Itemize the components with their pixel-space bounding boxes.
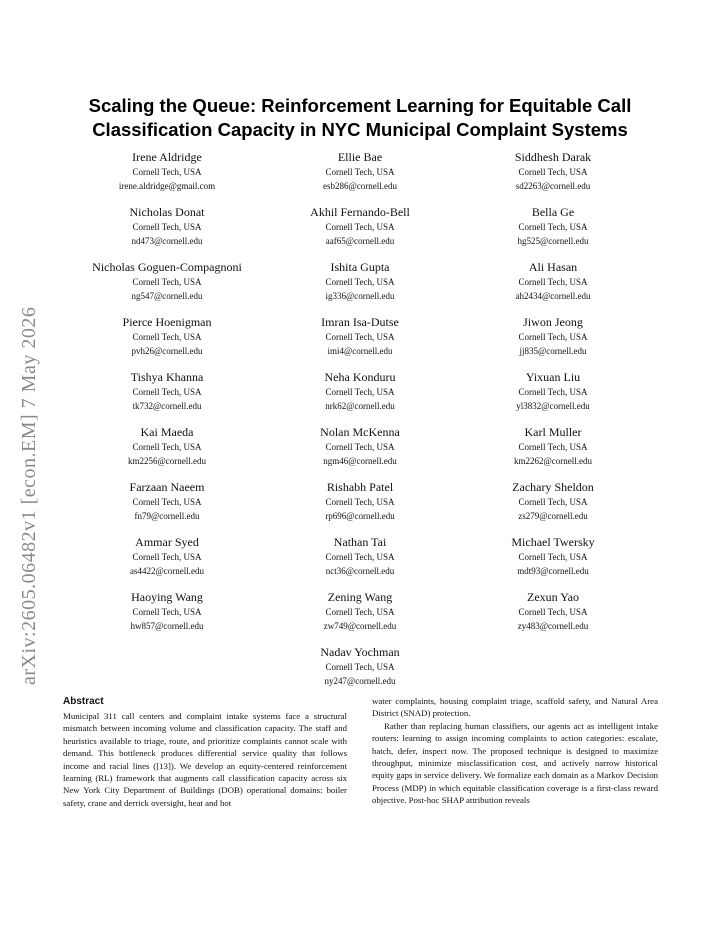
author-block xyxy=(446,535,660,578)
author-email: nd473@cornell.edu xyxy=(131,236,203,246)
author-affiliation: Cornell Tech, USA xyxy=(518,552,588,562)
author-block xyxy=(446,260,660,303)
author-affiliation: Cornell Tech, USA xyxy=(132,277,202,287)
author-email: hw857@cornell.edu xyxy=(130,621,204,631)
title-line-2: Classification Capacity in NYC Municipal Complaint Systems xyxy=(92,119,628,140)
author-block xyxy=(274,150,446,193)
author-list xyxy=(60,150,660,688)
author-block xyxy=(60,425,274,468)
author-affiliation: Cornell Tech, USA xyxy=(132,497,202,507)
author-email: hg525@cornell.edu xyxy=(517,236,589,246)
author-block xyxy=(274,260,446,303)
abstract-right-column xyxy=(372,695,658,807)
author-block xyxy=(446,150,660,193)
author-email: ny247@cornell.edu xyxy=(324,676,396,686)
abstract-heading: Abstract xyxy=(63,696,104,707)
author-block xyxy=(274,370,446,413)
author-email: km2262@cornell.edu xyxy=(513,456,593,466)
author-name: Imran Isa-Dutse xyxy=(321,315,399,329)
author-name: Jiwon Jeong xyxy=(523,315,583,329)
author-block xyxy=(274,205,446,248)
author-block xyxy=(60,150,274,193)
author-affiliation: Cornell Tech, USA xyxy=(518,332,588,342)
author-name: Pierce Hoenigman xyxy=(122,315,212,329)
author-affiliation: Cornell Tech, USA xyxy=(518,442,588,452)
author-email: jj835@cornell.edu xyxy=(519,346,587,356)
author-name: Nicholas Goguen-Compagnoni xyxy=(92,260,242,274)
author-email: zs279@cornell.edu xyxy=(518,511,588,521)
author-block xyxy=(60,370,274,413)
author-affiliation: Cornell Tech, USA xyxy=(132,222,202,232)
author-affiliation: Cornell Tech, USA xyxy=(325,332,395,342)
author-name: Yixuan Liu xyxy=(525,370,581,384)
author-affiliation: Cornell Tech, USA xyxy=(325,387,395,397)
author-email: ah2434@cornell.edu xyxy=(515,291,591,301)
author-name: Bella Ge xyxy=(531,205,575,219)
author-email: pvh26@cornell.edu xyxy=(131,346,203,356)
author-email: as4422@cornell.edu xyxy=(129,566,205,576)
author-affiliation: Cornell Tech, USA xyxy=(325,167,395,177)
author-block xyxy=(60,480,274,523)
abstract-paragraph-1-continued: water complaints, housing complaint triage, scaffold safety, and Natural Area District (SNAD) protection. xyxy=(372,696,658,719)
author-email: tk732@cornell.edu xyxy=(132,401,202,411)
author-email: irene.aldridge@gmail.com xyxy=(118,181,216,191)
arxiv-watermark: arXiv:2605.06482v1 [econ.EM] 7 May 2026 xyxy=(18,306,40,685)
author-affiliation: Cornell Tech, USA xyxy=(132,607,202,617)
author-block xyxy=(446,480,660,523)
author-email: yl3832@cornell.edu xyxy=(516,401,590,411)
author-block xyxy=(274,425,446,468)
author-email: ig336@cornell.edu xyxy=(325,291,395,301)
author-name: Zening Wang xyxy=(327,590,393,604)
author-name: Tishya Khanna xyxy=(130,370,204,384)
author-name: Ellie Bae xyxy=(337,150,383,164)
author-email: nrk62@cornell.edu xyxy=(325,401,395,411)
author-email: fn79@cornell.edu xyxy=(134,511,200,521)
author-block xyxy=(274,645,446,688)
author-email: ngm46@cornell.edu xyxy=(323,456,397,466)
author-affiliation: Cornell Tech, USA xyxy=(325,552,395,562)
author-email: zy483@cornell.edu xyxy=(517,621,589,631)
author-name: Farzaan Naeem xyxy=(129,480,205,494)
author-affiliation: Cornell Tech, USA xyxy=(132,332,202,342)
author-email: imi4@cornell.edu xyxy=(327,346,393,356)
author-block xyxy=(60,645,274,688)
author-name: Irene Aldridge xyxy=(132,150,202,164)
author-name: Ishita Gupta xyxy=(330,260,390,274)
author-block xyxy=(274,480,446,523)
author-affiliation: Cornell Tech, USA xyxy=(325,497,395,507)
author-email: aaf65@cornell.edu xyxy=(325,236,395,246)
author-block xyxy=(274,535,446,578)
author-block xyxy=(446,645,660,688)
author-affiliation: Cornell Tech, USA xyxy=(325,662,395,672)
author-block xyxy=(60,315,274,358)
author-email: mdt93@cornell.edu xyxy=(517,566,589,576)
author-name: Ammar Syed xyxy=(135,535,199,549)
author-affiliation: Cornell Tech, USA xyxy=(132,442,202,452)
author-block xyxy=(446,370,660,413)
author-block xyxy=(446,425,660,468)
author-email: sd2263@cornell.edu xyxy=(515,181,591,191)
author-block xyxy=(274,590,446,633)
abstract-paragraph-1: Municipal 311 call centers and complaint intake systems face a structural mismatch between incoming volume and classification capacity. The staff and heuristics available to triage, route, and prioritize complaints cannot scale with demand. This bottleneck produces differential service quality that follows income and racial lines ([13]). We develop an equity-centered reinforcement learning (RL) framework that augments call classification capacity across six New York City Department of Buildings (DOB) operational domains: boiler safety, crane and derrick oversight, heat and hot xyxy=(63,711,347,808)
author-affiliation: Cornell Tech, USA xyxy=(518,607,588,617)
author-email: esb286@cornell.edu xyxy=(322,181,398,191)
author-affiliation: Cornell Tech, USA xyxy=(325,442,395,452)
author-name: Nolan McKenna xyxy=(320,425,400,439)
author-name: Rishabh Patel xyxy=(326,480,394,494)
author-affiliation: Cornell Tech, USA xyxy=(325,222,395,232)
paper-title xyxy=(60,94,660,142)
author-block xyxy=(60,590,274,633)
author-email: nct36@cornell.edu xyxy=(325,566,395,576)
author-name: Haoying Wang xyxy=(131,590,203,604)
author-name: Zexun Yao xyxy=(526,590,579,604)
author-name: Neha Konduru xyxy=(324,370,396,384)
author-block xyxy=(446,205,660,248)
abstract-paragraph-2: Rather than replacing human classifiers, our agents act as intelligent intake routers: learning to assign incoming complaints to action categories: escalate, batch, defer, inspect now. The proposed technique is designed to maximize throughput, minimize misclassification cost, and actively narrow historical equity gaps in service delivery. We formalize each domain as a Markov Decision Process (MDP) in which equitable classification coverage is a first-class reward objective. Post-hoc SHAP attribution reveals xyxy=(372,720,658,806)
author-block xyxy=(446,315,660,358)
author-block xyxy=(274,315,446,358)
author-email: zw749@cornell.edu xyxy=(323,621,397,631)
author-block xyxy=(60,535,274,578)
author-block xyxy=(446,590,660,633)
author-email: rp696@cornell.edu xyxy=(325,511,395,521)
author-name: Zachary Sheldon xyxy=(512,480,594,494)
abstract-left-column xyxy=(63,695,347,809)
author-affiliation: Cornell Tech, USA xyxy=(518,167,588,177)
author-affiliation: Cornell Tech, USA xyxy=(518,277,588,287)
author-name: Nadav Yochman xyxy=(320,645,400,659)
author-affiliation: Cornell Tech, USA xyxy=(518,497,588,507)
author-name: Kai Maeda xyxy=(140,425,194,439)
author-name: Akhil Fernando-Bell xyxy=(310,205,410,219)
author-name: Ali Hasan xyxy=(528,260,578,274)
author-block xyxy=(60,205,274,248)
author-email: ng547@cornell.edu xyxy=(131,291,203,301)
author-affiliation: Cornell Tech, USA xyxy=(132,387,202,397)
author-name: Michael Twersky xyxy=(511,535,595,549)
author-affiliation: Cornell Tech, USA xyxy=(518,222,588,232)
author-block xyxy=(60,260,274,303)
author-name: Siddhesh Darak xyxy=(514,150,592,164)
author-email: km2256@cornell.edu xyxy=(127,456,207,466)
author-affiliation: Cornell Tech, USA xyxy=(132,167,202,177)
author-name: Nathan Tai xyxy=(333,535,387,549)
author-affiliation: Cornell Tech, USA xyxy=(325,607,395,617)
author-affiliation: Cornell Tech, USA xyxy=(132,552,202,562)
author-name: Nicholas Donat xyxy=(129,205,205,219)
title-line-1: Scaling the Queue: Reinforcement Learning for Equitable Call xyxy=(88,95,632,116)
author-name: Karl Muller xyxy=(524,425,582,439)
author-affiliation: Cornell Tech, USA xyxy=(518,387,588,397)
author-affiliation: Cornell Tech, USA xyxy=(325,277,395,287)
